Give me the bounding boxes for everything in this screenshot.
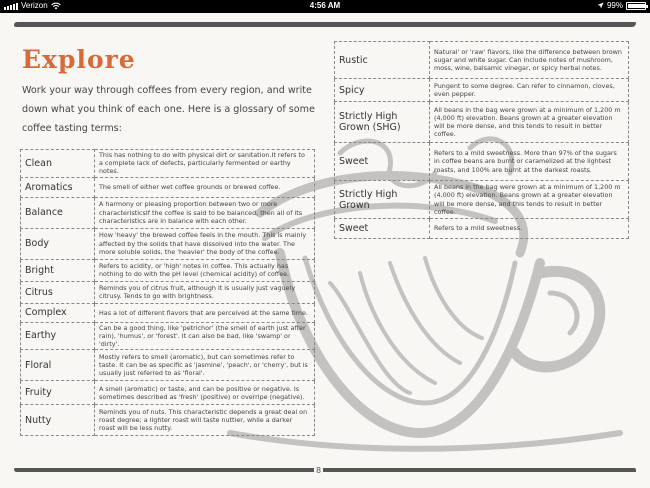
intro-paragraph: Work your way through coffees from every region, and write down what you think of each one. Here is a glossary of some coffee tasting terms: [22,85,315,134]
glossary-term: Fruity [21,381,95,405]
location-arrow-icon [597,2,604,9]
glossary-definition: Refers to a mild sweetness. More than 97% of the sugars in coffee beans are burnt or caramelized at the lightest roasts, and 100% are burnt at the darkest roasts. [430,143,629,181]
battery-percent: 99% [606,1,623,10]
glossary-definition: Refers to a mild sweetness. [430,219,629,239]
glossary-term: Sweet [335,143,430,181]
glossary-definition: How 'heavy' the brewed coffee feels in the mouth. This is mainly affected by the solids that have dissolved into the water. The more soluble solids, the 'heavier' the body of the coffee. [95,228,315,259]
table-row [335,181,629,219]
page-number: 8 [316,466,322,475]
glossary-term: Balance [21,197,95,228]
glossary-definition: Pungent to some degree. Can refer to cinnamon, cloves, even pepper. [430,79,629,102]
table-row [21,350,315,381]
glossary-definition: Refers to acidity, or 'high' notes in coffee. This actually has nothing to do with the pH level (chemical acidity) of coffee. [95,259,315,281]
glossary-term: Citrus [21,281,95,303]
glossary-term: Complex [21,303,95,322]
table-row [21,228,315,259]
table-row [335,143,629,181]
table-row [21,405,315,436]
table-row [21,303,315,322]
glossary-term: Earthy [21,322,95,350]
glossary-table-right [334,41,629,239]
glossary-term: Spicy [335,79,430,102]
glossary-term: Aromatics [21,177,95,197]
page-title: Explore [22,45,136,74]
table-row [21,197,315,228]
glossary-definition: The smell of either wet coffee grounds or brewed coffee. [95,177,315,197]
glossary-definition: Can be a good thing, like 'petrichor' (the smell of earth just after rain), 'humus', or 'forest'. It can also be bad, like 'swamp' or 'dirty'. [95,322,315,350]
top-brush-divider [14,22,636,27]
clock: 4:56 AM [309,1,341,10]
glossary-term: Clean [21,150,95,178]
table-row [21,259,315,281]
table-row [335,42,629,79]
table-row [335,219,629,239]
glossary-term: Strictly High Grown (SHG) [335,102,430,143]
glossary-definition: A smell (aromatic) or taste, and can be positive or negative. Is sometimes described as 'fresh' (positive) or overripe (negative). [95,381,315,405]
table-row [21,150,315,178]
table-row [21,322,315,350]
table-row [21,177,315,197]
battery-group [597,1,646,10]
table-row [21,281,315,303]
glossary-term: Sweet [335,219,430,239]
battery-level [628,4,646,8]
status-bar [0,0,650,13]
battery-icon [626,2,646,10]
ebook-page[interactable] [0,13,650,488]
glossary-definition: Has a lot of different flavors that are perceived at the same time. [95,303,315,322]
table-row [21,381,315,405]
bottom-brush-divider [14,468,636,472]
glossary-definition: Mostly refers to smell (aromatic), but can sometimes refer to taste. It can be as specific as 'jasmine', 'peach', or 'cherry', but is usually just referred to as 'floral'. [95,350,315,381]
glossary-term: Rustic [335,42,430,79]
glossary-term: Floral [21,350,95,381]
glossary-definition: Natural' or 'raw' flavors, like the difference between brown sugar and white sugar. Can include notes of mushroom, moss, wine, balsamic vinegar, or spicy herbal notes. [430,42,629,79]
glossary-definition: This has nothing to do with physical dirt or sanitation.It refers to a complete lack of defects, particularly fermented or earthy notes. [95,150,315,178]
table-row [335,102,629,143]
glossary-term: Strictly High Grown [335,181,430,219]
glossary-table-left [20,149,315,436]
glossary-term: Nutty [21,405,95,436]
glossary-term: Body [21,228,95,259]
carrier-label: Verizon [21,1,48,10]
glossary-definition: All beans in the bag were grown at a minimum of 1,200 m (4,000 ft) elevation. Beans grown at a greater elevation will be more dense, and this tends to result in better coffee. [430,102,629,143]
glossary-definition: Reminds you of citrus fruit, although it is usually just vaguely citrusy. Tends to go with brightness. [95,281,315,303]
glossary-definition: A harmony or pleasing proportion between two or more characteristicsIf the coffee is said to be balanced, then all of its characteristics are in balance with each other. [95,197,315,228]
glossary-definition: Reminds you of nuts. This characteristic depends a great deal on roast degree; a lighter roast will taste nuttier, while a darker roast will be less nutty. [95,405,315,436]
table-row [335,79,629,102]
glossary-definition: All beans in the bag were grown at a minimum of 1,200 m (4,000 ft) elevation. Beans grown at a greater elevation will be more dense, and this tends to result in better coffee. [430,181,629,219]
glossary-term: Bright [21,259,95,281]
